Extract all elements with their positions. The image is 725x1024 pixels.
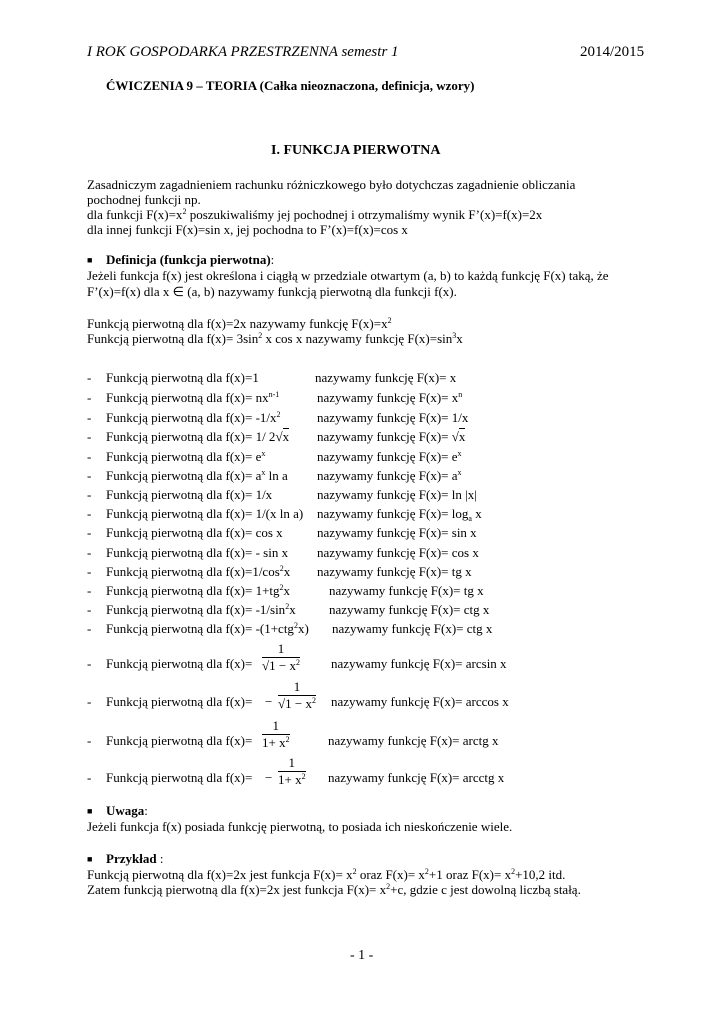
fraction-dash: - (87, 733, 92, 748)
list-item-antiderivative: nazywamy funkcję F(x)= x (315, 370, 457, 385)
list-item-antiderivative: nazywamy funkcję $F(x)= a^x$ (317, 468, 462, 483)
list-item-antiderivative: nazywamy funkcję F(x)= cos x (317, 545, 479, 560)
example-block-line-2: Zatem funkcją pierwotną dla f(x)=2x jest funkcja $F(x)= x^2+c$, gdzie c jest dowolną liczbą stałą. (87, 882, 581, 897)
fraction-item-label: Funkcją pierwotną dla f(x)= (106, 694, 253, 709)
fraction-numerator: 1 (262, 641, 300, 658)
list-dash: - (87, 410, 92, 425)
list-item-antiderivative: nazywamy funkcję F(x)= sin x (317, 525, 477, 540)
list-item-function: Funkcją pierwotną dla f(x)= 1/x (106, 487, 273, 502)
list-item-function: Funkcją pierwotną dla f(x)= -(1+ctg$^2$x) (106, 621, 309, 636)
intro-line-1: Zasadniczym zagadnieniem rachunku różniczkowego było dotychczas zagadnienie obliczania (87, 177, 576, 192)
list-dash: - (87, 370, 92, 385)
list-dash: - (87, 390, 92, 405)
intro-line-4: dla innej funkcji F(x)=sin x, jej pochodna to F’(x)=f(x)=cos x (87, 222, 408, 237)
fraction-item-label: Funkcją pierwotną dla f(x)= (106, 770, 253, 785)
section-title: I. FUNKCJA PIERWOTNA (271, 143, 441, 158)
list-dash: - (87, 583, 92, 598)
definition-line-2: F’(x)=f(x) dla x ∈ (a, b) nazywamy funkcją pierwotną dla funkcji f(x). (87, 284, 457, 299)
list-dash: - (87, 621, 92, 636)
list-dash: - (87, 429, 92, 444)
definition-line-1: Jeżeli funkcja f(x) jest określona i ciągłą w przedziale otwartym (a, b) to każdą funkcję F(x) taką, że (87, 268, 609, 283)
example-block-line-1: Funkcją pierwotną dla f(x)=2x jest funkcja $F(x)= x^2$ oraz $F(x)= x^2+1$ oraz $F(x)= x^2+10,2$ itd. (87, 867, 566, 882)
list-dash: - (87, 602, 92, 617)
list-dash: - (87, 487, 92, 502)
fraction-item-antiderivative: nazywamy funkcję F(x)= arctg x (328, 733, 499, 748)
fraction-numerator: 1 (278, 679, 316, 696)
list-item-function: Funkcją pierwotną dla $f(x)= -1/x^2$ (106, 410, 281, 425)
list-dash: - (87, 468, 92, 483)
fraction-denominator: $√1 - x^2$ (262, 658, 300, 673)
list-item-function: Funkcją pierwotną dla $f(x)=1/\cos^2x$ (106, 564, 291, 579)
example-line-1: Funkcją pierwotną dla f(x)=2x nazywamy funkcję $F(x)=x^2$ (87, 316, 392, 331)
definition-title: Definicja (funkcja pierwotna): (106, 252, 275, 267)
list-item-function: Funkcją pierwotną dla $f(x)= e^x$ (106, 449, 266, 464)
list-item-antiderivative: nazywamy funkcję F(x)= √x (317, 429, 466, 444)
header-year: 2014/2015 (580, 44, 645, 60)
header-title: I ROK GOSPODARKA PRZESTRZENNA semestr 1 (87, 44, 399, 60)
bullet-icon: ■ (87, 255, 93, 265)
list-item-antiderivative: nazywamy funkcję F(x)= ln |x| (317, 487, 477, 502)
list-item-antiderivative: nazywamy funkcję F(x)= ctg x (329, 602, 490, 617)
list-item-antiderivative: nazywamy funkcję F(x)= tg x (317, 564, 472, 579)
example-block-title: Przykład : (106, 851, 164, 866)
list-item-function: Funkcją pierwotną dla f(x)= 1/ 2√x (106, 429, 290, 444)
remark-title: Uwaga: (106, 803, 148, 818)
fraction-item-antiderivative: nazywamy funkcję F(x)= arcsin x (331, 656, 507, 671)
example-line-2: Funkcją pierwotną dla $f(x)= 3\sin^2$ x cos x nazywamy funkcję $F(x)=\sin^3x$ (87, 331, 463, 346)
remark-text: Jeżeli funkcja f(x) posiada funkcję pierwotną, to posiada ich nieskończenie wiele. (87, 819, 513, 834)
bullet-icon: ■ (87, 854, 93, 864)
fraction-dash: - (87, 656, 92, 671)
list-dash: - (87, 506, 92, 521)
intro-line-3: dla funkcji $F(x)=x^2$ poszukiwaliśmy jej pochodnej i otrzymaliśmy wynik F’(x)=f(x)=2x (87, 207, 543, 222)
fraction-dash: - (87, 770, 92, 785)
fraction-denominator: $1+ x^2$ (278, 772, 306, 787)
list-item-function: Funkcją pierwotną dla $f(x)= a^x$ ln a (106, 468, 288, 483)
subtitle: ĆWICZENIA 9 – TEORIA (Całka nieoznaczona, definicja, wzory) (106, 78, 475, 93)
fraction-denominator: $√1 - x^2$ (278, 696, 316, 711)
list-item-function: Funkcją pierwotną dla $f(x)= -1/\sin^2x$ (106, 602, 296, 617)
fraction-denominator: $1+ x^2$ (262, 735, 290, 750)
fraction-numerator: 1 (278, 755, 306, 772)
list-item-function: Funkcją pierwotną dla $f(x)= 1+tg^2x$ (106, 583, 291, 598)
page-number: - 1 - (350, 948, 374, 963)
intro-line-2: pochodnej funkcji np. (87, 192, 201, 207)
fraction-sign: − (265, 694, 273, 709)
list-dash: - (87, 564, 92, 579)
fraction-item-label: Funkcją pierwotną dla f(x)= (106, 656, 253, 671)
fraction-item-antiderivative: nazywamy funkcję F(x)= arccos x (331, 694, 509, 709)
fraction (278, 679, 316, 712)
fraction (262, 641, 300, 674)
fraction-sign: − (265, 770, 273, 785)
list-dash: - (87, 525, 92, 540)
list-dash: - (87, 449, 92, 464)
bullet-icon: ■ (87, 806, 93, 816)
list-dash: - (87, 545, 92, 560)
fraction-numerator: 1 (262, 718, 290, 735)
list-item-antiderivative: nazywamy funkcję $F(x)= e^x$ (317, 449, 462, 464)
list-item-function: Funkcją pierwotną dla f(x)= - sin x (106, 545, 289, 560)
list-item-antiderivative: nazywamy funkcję $F(x)= x^n$ (317, 390, 463, 405)
fraction-item-antiderivative: nazywamy funkcję F(x)= arcctg x (328, 770, 505, 785)
list-item-function: Funkcją pierwotną dla f(x)=1 (106, 370, 259, 385)
fraction (262, 718, 290, 751)
list-item-function: Funkcją pierwotną dla f(x)= cos x (106, 525, 283, 540)
fraction (278, 755, 306, 788)
fraction-item-label: Funkcją pierwotną dla f(x)= (106, 733, 253, 748)
list-item-function: Funkcją pierwotną dla $f(x)= nx^{n-1}$ (106, 390, 280, 405)
fraction-dash: - (87, 694, 92, 709)
list-item-antiderivative: nazywamy funkcję F(x)= ctg x (332, 621, 493, 636)
list-item-antiderivative: nazywamy funkcję $F(x)= \log_a x$ (317, 506, 482, 523)
list-item-antiderivative: nazywamy funkcję F(x)= tg x (329, 583, 484, 598)
list-item-function: Funkcją pierwotną dla f(x)= 1/(x ln a) (106, 506, 304, 521)
list-item-antiderivative: nazywamy funkcję F(x)= 1/x (317, 410, 469, 425)
